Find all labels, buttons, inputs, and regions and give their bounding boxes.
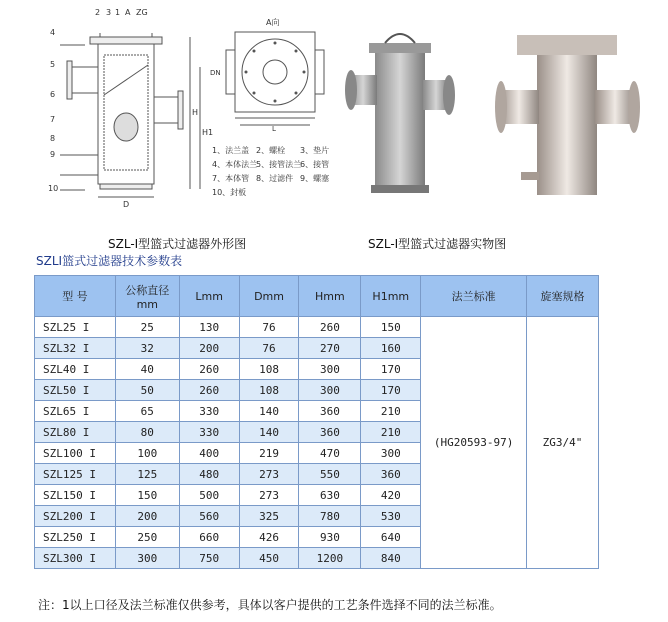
col-dn — [115, 276, 179, 317]
legend-8: 8、过滤件 — [256, 174, 294, 183]
cell-value: 750 — [179, 548, 239, 569]
dim-dn: DN — [210, 69, 221, 77]
label-a: A — [125, 8, 131, 17]
spec-table — [34, 275, 599, 569]
col-dn-label: 公称直径 — [125, 283, 170, 297]
col-plug: 旋塞规格 — [527, 276, 599, 317]
legend-1: 1、法兰盖 — [212, 146, 250, 155]
label-10: 10 — [48, 184, 59, 193]
label-3: 3 — [106, 8, 112, 17]
cell-value: 250 — [115, 527, 179, 548]
cell-value: 450 — [239, 548, 299, 569]
cell-model: SZL80 I — [35, 422, 116, 443]
legend-3: 3、垫片 — [300, 146, 330, 155]
cell-value: 300 — [299, 380, 361, 401]
cell-value: 470 — [299, 443, 361, 464]
cell-value: 80 — [115, 422, 179, 443]
cell-value: 160 — [361, 338, 421, 359]
dim-h: H — [192, 108, 199, 117]
cell-value: 25 — [115, 317, 179, 338]
cell-plug-spec: ZG3/4" — [527, 317, 599, 569]
cell-value: 500 — [179, 485, 239, 506]
label-zg: ZG — [136, 8, 148, 17]
cell-model: SZL250 I — [35, 527, 116, 548]
legend-2: 2、螺栓 — [256, 146, 286, 155]
cell-value: 300 — [361, 443, 421, 464]
cell-value: 50 — [115, 380, 179, 401]
cell-value: 76 — [239, 317, 299, 338]
cell-model: SZL100 I — [35, 443, 116, 464]
cell-value: 210 — [361, 401, 421, 422]
cell-value: 108 — [239, 380, 299, 401]
label-2: 2 — [95, 8, 101, 17]
cell-value: 420 — [361, 485, 421, 506]
dim-h1: H1 — [202, 128, 214, 137]
legend-9: 9、螺塞 — [300, 174, 330, 183]
cell-value: 840 — [361, 548, 421, 569]
cell-model: SZL50 I — [35, 380, 116, 401]
label-8: 8 — [50, 134, 56, 143]
col-dn-unit: mm — [136, 297, 158, 311]
cell-value: 630 — [299, 485, 361, 506]
cell-model: SZL32 I — [35, 338, 116, 359]
cell-model: SZL150 I — [35, 485, 116, 506]
cell-value: 150 — [115, 485, 179, 506]
cell-value: 140 — [239, 422, 299, 443]
cell-value: 550 — [299, 464, 361, 485]
label-6: 6 — [50, 90, 56, 99]
cell-value: 170 — [361, 359, 421, 380]
cell-value: 480 — [179, 464, 239, 485]
col-d: Dmm — [239, 276, 299, 317]
label-4: 4 — [50, 28, 56, 37]
filter-photo-stainless — [495, 20, 640, 205]
cell-value: 330 — [179, 401, 239, 422]
cell-value: 360 — [299, 401, 361, 422]
cell-value: 1200 — [299, 548, 361, 569]
filter-photo-painted — [345, 25, 455, 200]
cell-value: 260 — [179, 380, 239, 401]
cell-value: 76 — [239, 338, 299, 359]
cell-value: 270 — [299, 338, 361, 359]
cell-value: 260 — [299, 317, 361, 338]
cell-model: SZL65 I — [35, 401, 116, 422]
outline-drawing — [40, 5, 340, 210]
cell-value: 640 — [361, 527, 421, 548]
cell-value: 330 — [179, 422, 239, 443]
cell-value: 200 — [115, 506, 179, 527]
legend-5: 5、接管法兰 — [256, 160, 302, 169]
table-row — [35, 317, 599, 338]
cell-value: 32 — [115, 338, 179, 359]
photo-caption: SZL-I型篮式过滤器实物图 — [368, 237, 507, 251]
col-h1: H1mm — [361, 276, 421, 317]
col-l: Lmm — [179, 276, 239, 317]
cell-value: 219 — [239, 443, 299, 464]
label-7: 7 — [50, 115, 56, 124]
cell-value: 125 — [115, 464, 179, 485]
legend-10: 10、封板 — [212, 188, 247, 197]
footnote: 注：1以上口径及法兰标准仅供参考，具体以客户提供的工艺条件选择不同的法兰标准。 — [38, 598, 502, 612]
outline-caption: SZL-I型篮式过滤器外形图 — [108, 237, 247, 251]
cell-value: 530 — [361, 506, 421, 527]
cell-value: 780 — [299, 506, 361, 527]
legend-4: 4、本体法兰 — [212, 160, 258, 169]
col-flange: 法兰标准 — [421, 276, 527, 317]
cell-value: 300 — [115, 548, 179, 569]
cell-value: 360 — [361, 464, 421, 485]
cell-value: 300 — [299, 359, 361, 380]
cell-value: 130 — [179, 317, 239, 338]
cell-value: 273 — [239, 464, 299, 485]
cell-model: SZL25 I — [35, 317, 116, 338]
cell-value: 930 — [299, 527, 361, 548]
cell-value: 150 — [361, 317, 421, 338]
cell-value: 200 — [179, 338, 239, 359]
view-a-title: A向 — [266, 18, 280, 27]
legend-6: 6、接管 — [300, 160, 330, 169]
cell-value: 560 — [179, 506, 239, 527]
cell-model: SZL300 I — [35, 548, 116, 569]
dim-l: L — [272, 125, 276, 133]
cell-value: 660 — [179, 527, 239, 548]
cell-model: SZL125 I — [35, 464, 116, 485]
col-h: Hmm — [299, 276, 361, 317]
cell-value: 325 — [239, 506, 299, 527]
cell-value: 65 — [115, 401, 179, 422]
cell-value: 210 — [361, 422, 421, 443]
cell-value: 40 — [115, 359, 179, 380]
cell-value: 426 — [239, 527, 299, 548]
cell-model: SZL200 I — [35, 506, 116, 527]
cell-value: 400 — [179, 443, 239, 464]
cell-value: 273 — [239, 485, 299, 506]
cell-model: SZL40 I — [35, 359, 116, 380]
legend-7: 7、本体管 — [212, 174, 250, 183]
cell-value: 100 — [115, 443, 179, 464]
label-5: 5 — [50, 60, 56, 69]
dim-d: D — [123, 200, 130, 209]
col-model: 型 号 — [35, 276, 116, 317]
table-header-row — [35, 276, 599, 317]
cell-value: 170 — [361, 380, 421, 401]
table-title: SZLI篮式过滤器技术参数表 — [36, 254, 183, 268]
label-9: 9 — [50, 150, 56, 159]
cell-flange-standard: (HG20593-97) — [421, 317, 527, 569]
cell-value: 260 — [179, 359, 239, 380]
cell-value: 140 — [239, 401, 299, 422]
cell-value: 108 — [239, 359, 299, 380]
cell-value: 360 — [299, 422, 361, 443]
label-1: 1 — [115, 8, 121, 17]
